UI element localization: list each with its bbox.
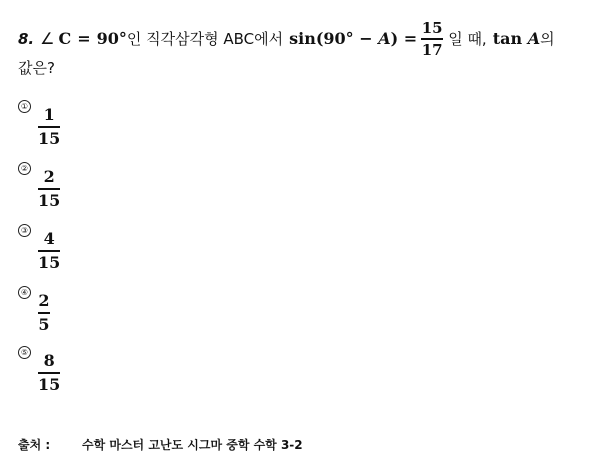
option-fraction <box>38 352 60 394</box>
option-5[interactable] <box>18 346 61 394</box>
numerator: 8 <box>43 351 55 370</box>
option-marker: ① <box>18 100 31 113</box>
numerator: 2 <box>43 167 55 186</box>
question-line-1 <box>18 20 555 58</box>
angle-expression <box>40 29 127 49</box>
numerator: 1 <box>43 105 55 124</box>
question-text-1: 인 직각삼각형 ABC에서 <box>126 29 284 48</box>
option-2[interactable] <box>18 162 61 210</box>
option-fraction <box>38 292 50 334</box>
option-fraction <box>38 106 60 148</box>
question-line-2: 값은? <box>18 59 55 77</box>
option-marker: ② <box>18 162 31 175</box>
option-marker: ③ <box>18 224 31 237</box>
option-fraction <box>38 230 60 272</box>
question-text-2: 일 때, <box>448 29 487 48</box>
denominator: 15 <box>38 190 61 210</box>
question-text-3: 의 <box>540 29 555 48</box>
equals-sign: = <box>77 28 91 48</box>
numerator: 2 <box>38 291 50 310</box>
source-label: 출처 : <box>18 438 51 452</box>
numerator: 4 <box>43 229 55 248</box>
angle-value: 90° <box>96 28 127 48</box>
option-3[interactable] <box>18 224 61 272</box>
tan-expression: tan A <box>492 28 541 48</box>
option-4[interactable] <box>18 286 50 334</box>
option-marker: ④ <box>18 286 31 299</box>
given-fraction <box>421 20 443 58</box>
source-line <box>18 436 303 453</box>
denominator: 15 <box>38 128 61 148</box>
option-marker: ⑤ <box>18 346 31 359</box>
denominator: 5 <box>38 314 50 334</box>
sin-expression: sin(90° − A) = <box>289 28 418 48</box>
option-fraction <box>38 168 60 210</box>
given-denominator: 17 <box>421 40 443 59</box>
denominator: 15 <box>38 374 61 394</box>
angle-symbol: ∠ <box>40 28 55 48</box>
angle-name: C <box>58 28 72 48</box>
source-value: 수학 마스터 고난도 시그마 중학 수학 3-2 <box>82 438 303 452</box>
denominator: 15 <box>38 252 61 272</box>
option-1[interactable] <box>18 100 61 148</box>
given-numerator: 15 <box>421 19 443 37</box>
question-number: 8. <box>18 29 35 48</box>
